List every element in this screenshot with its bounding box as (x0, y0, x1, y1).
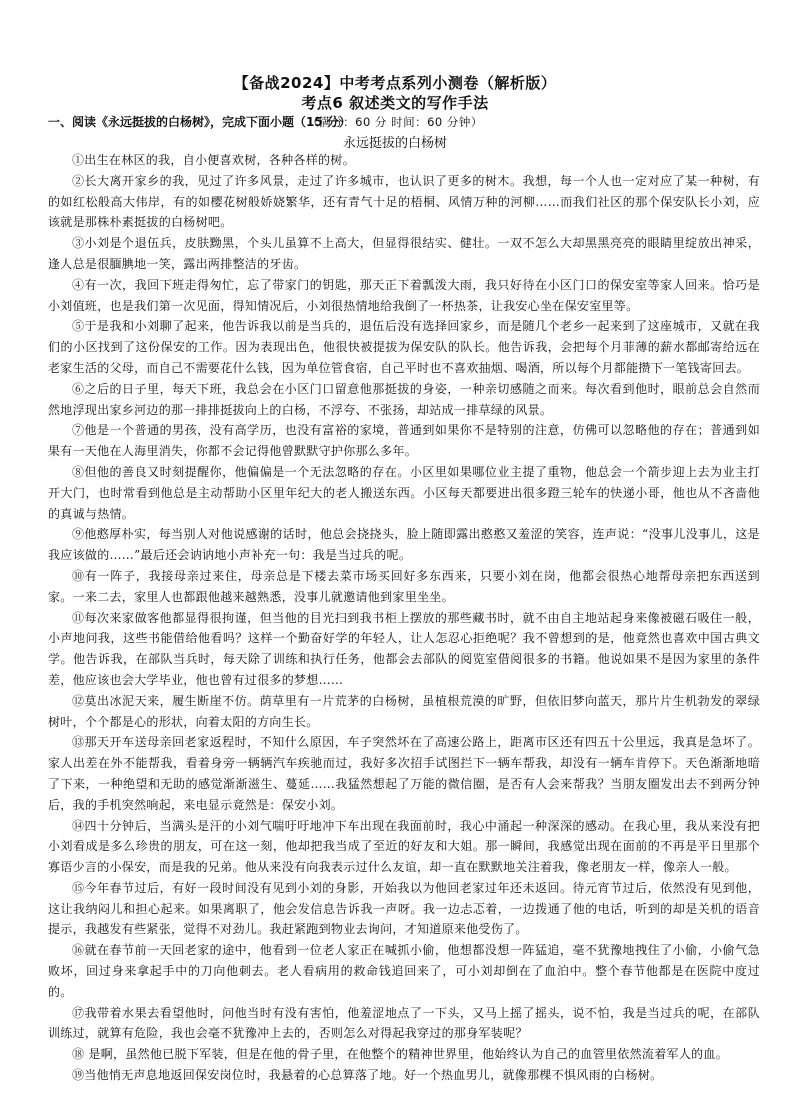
paragraph: ⑱ 是啊，虽然他已脱下军装，但是在他的骨子里，在他整个的精神世界里，他始终认为自己的血管里依然流着军人的血。 (72, 1047, 729, 1062)
paragraph: ④有一次，我回下班走得匆忙，忘了带家门的钥匙，那天正下着瓢泼大雨，我只好待在小区门口的保安室等家人回来。恰巧是小刘值班，也是我们第一次见面，得知情况后，小刘很热情地给我倒了一杯热茶，让我安心坐在保安室里等。 (48, 277, 760, 313)
paragraph: ⑮今年春节过后，有好一段时间没有见到小刘的身影，开始我以为他回老家过年还未返回。待元宵节过后，依然没有见到他，这让我纳闷儿和担心起来。如果离职了，他会发信息告诉我一声呀。我一边忐忑着，一边拨通了他的电话，听到的却是关机的语音提示，我越发有些紧张，觉得不对劲儿。我赶紧跑到物业去询问，才知道原来他受伤了。 (48, 880, 760, 937)
paragraph: ⑰我带着水果去看望他时，问他当时有没有害怕，他羞涩地点了一下头，又马上摇了摇头，说不怕，我是当过兵的呢，在部队训练过，就算有危险，我也会毫不犹豫冲上去的，否则怎么对得起我穿过的那身军装呢？ (48, 1005, 760, 1041)
paragraph: ②长大离开家乡的我，见过了许多风景，走过了许多城市，也认识了更多的树木。我想，每一个人也一定对应了某一种树，有的如红松般高大伟岸，有的如樱花树般娇娆繁华，还有青气十足的梧桐、风情万种的河柳……而我们社区的那个保安队长小刘，应该就是那株朴素挺拔的白杨树吧。 (48, 173, 760, 230)
paragraph: ①出生在林区的我，自小便喜欢树，各种各样的树。 (72, 153, 355, 167)
paragraph: ⑯就在春节前一天回老家的途中，他看到一位老人家正在喊抓小偷，他想都没想一阵猛追，毫不犹豫地拽住了小偷，小偷气急败坏，回过身来拿起手中的刀向他刺去。老人看病用的救命钱追回来了，可小刘却倒在了血泊中。整个春节他都是在医院中度过的。 (48, 943, 760, 999)
article-title: 永远挺拔的白杨树 (342, 136, 447, 151)
paragraph: ⑲当他悄无声息地返回保安岗位时，我悬着的心总算落了地。好一个热血男儿，就像那棵不惧风雨的白杨树。 (72, 1068, 663, 1083)
paragraph: ⑥之后的日子里，每天下班，我总会在小区门口留意他那挺拔的身姿，一种亲切感随之而来。每次看到他时，眼前总会自然而然地浮现出家乡河边的那一排排挺拔向上的白杨，不浮夸、不张扬，却站成一排草绿的风景。 (48, 381, 760, 417)
paragraph: ⑦他是一个普通的男孩，没有高学历，也没有富裕的家境，普通到如果你不是特别的注意，仿佛可以忽略他的存在；普通到如果有一天他在人海里消失，你都不会记得他曾默默守护你那么多年。 (48, 423, 760, 459)
article-body (48, 150, 760, 1086)
paragraph: ⑤于是我和小刘聊了起来，他告诉我以前是当兵的，退伍后没有选择回家乡，而是随几个老乡一起来到了这座城市，又就在我们的小区找到了这份保安的工作。因为表现出色，他很快被提拔为保安队的队长。他告诉我，会把每个月菲薄的薪水都邮寄给远在老家生活的父母，而自己不需要花什么钱，因为单位管食宿，自己平时也不喜欢抽烟、喝酒，所以每个月都能攒下一笔钱寄回去。 (48, 319, 760, 375)
paragraph: ⑭四十分钟后，当满头是汗的小刘气喘吁吁地冲下车出现在我面前时，我心中涌起一种深深的感动。在我心里，我从来没有把小刘看成是多么珍贵的朋友，可在这一刻，他却把我当成了至近的好友和大姐。那一瞬间，我感觉出现在面前的不再是平日里那个寡语少言的小保安，而是我的兄弟。他从来没有向我表示过什么友谊，却一直在默默地关注着我，像老朋友一样，像亲人一般。 (48, 818, 760, 875)
paragraph: ⑨他憨厚朴实，每当别人对他说感谢的话时，他总会挠挠头，脸上随即露出憨憨又羞涩的笑容，连声说：“没事儿没事儿，这是我应该做的……”最后还会讷讷地小声补充一句：我是当过兵的呢。 (48, 527, 760, 563)
paragraph: ⑪每次来家做客他都显得很拘谨，但当他的目光扫到我书柜上摆放的那些藏书时，就不由自主地站起身来像被磁石吸住一般，小声地问我，这些书能借给他看吗？这样一个勤奋好学的年轻人，让人怎忍心拒绝呢？我不曾想到的是，他竟然也喜欢中国古典文学。他告诉我，在部队当兵时，每天除了训练和执行任务，他都会去部队的阅览室借阅很多的书籍。他说如果不是因为家里的条件差，他应该也会大学毕业，他也曾有过很多的梦想…… (48, 610, 760, 687)
exam-meta: （满分：60 分 时间：60 分钟） (307, 115, 483, 129)
document-subtitle: 考点6 叙述类文的写作手法 (301, 94, 489, 112)
paragraph: ③小刘是个退伍兵，皮肤黝黑，个头儿虽算不上高大，但显得很结实、健壮。一双不怎么大却黑黑亮亮的眼睛里绽放出神采，逢人总是很腼腆地一笑，露出两排整洁的牙齿。 (48, 236, 760, 271)
paragraph: ⑫莫出冰泥天来，履生断崖不仿。荫草里有一片荒茅的白杨树，虽植根荒漠的旷野，但依旧梦向蓝天，那片片生机勃发的翠绿树叶，个个都是心的形状，向着太阳的方向生长。 (48, 693, 760, 729)
paragraph: ⑩有一阵子，我接母亲过来住，母亲总是下楼去菜市场买回好多东西来，只要小刘在岗，他都会很热心地帮母亲把东西送到家。一来二去，家里人也都跟他越来越熟悉，没事儿就邀请他到家里坐坐。 (48, 568, 760, 604)
paragraph: ⑧但他的善良又时刻提醒你，他偏偏是一个无法忽略的存在。小区里如果哪位业主提了重物，他总会一个箭步迎上去为业主打开大门，也时常看到他总是主动帮助小区里年纪大的老人搬送东西。小区每天都要进出很多蹬三轮车的快递小哥，他也从不吝啬他的真诚与热情。 (48, 464, 760, 521)
document-title: 【备战2024】中考考点系列小测卷（解析版） (233, 74, 557, 92)
paragraph: ⑬那天开车送母亲回老家返程时，不知什么原因，车子突然坏在了高速公路上，距离市区还有四五十公里远，我真是急坏了。家人出差在外不能帮我，看着身旁一辆辆汽车疾驰而过，我好多次招手试图拦下一辆车帮我，却没有一辆车肯停下。天色渐渐地暗了下来，一种绝望和无助的感觉渐渐滋生、蔓延……我猛然想起了万能的微信圈，是否有人会来帮我？当朋友圈发出去不到两分钟后，我的手机突然响起，来电显示竟然是：保安小刘。 (48, 735, 760, 812)
question-heading: 一、阅读《永远挺拔的白杨树》，完成下面小题（15 分） (48, 115, 351, 129)
